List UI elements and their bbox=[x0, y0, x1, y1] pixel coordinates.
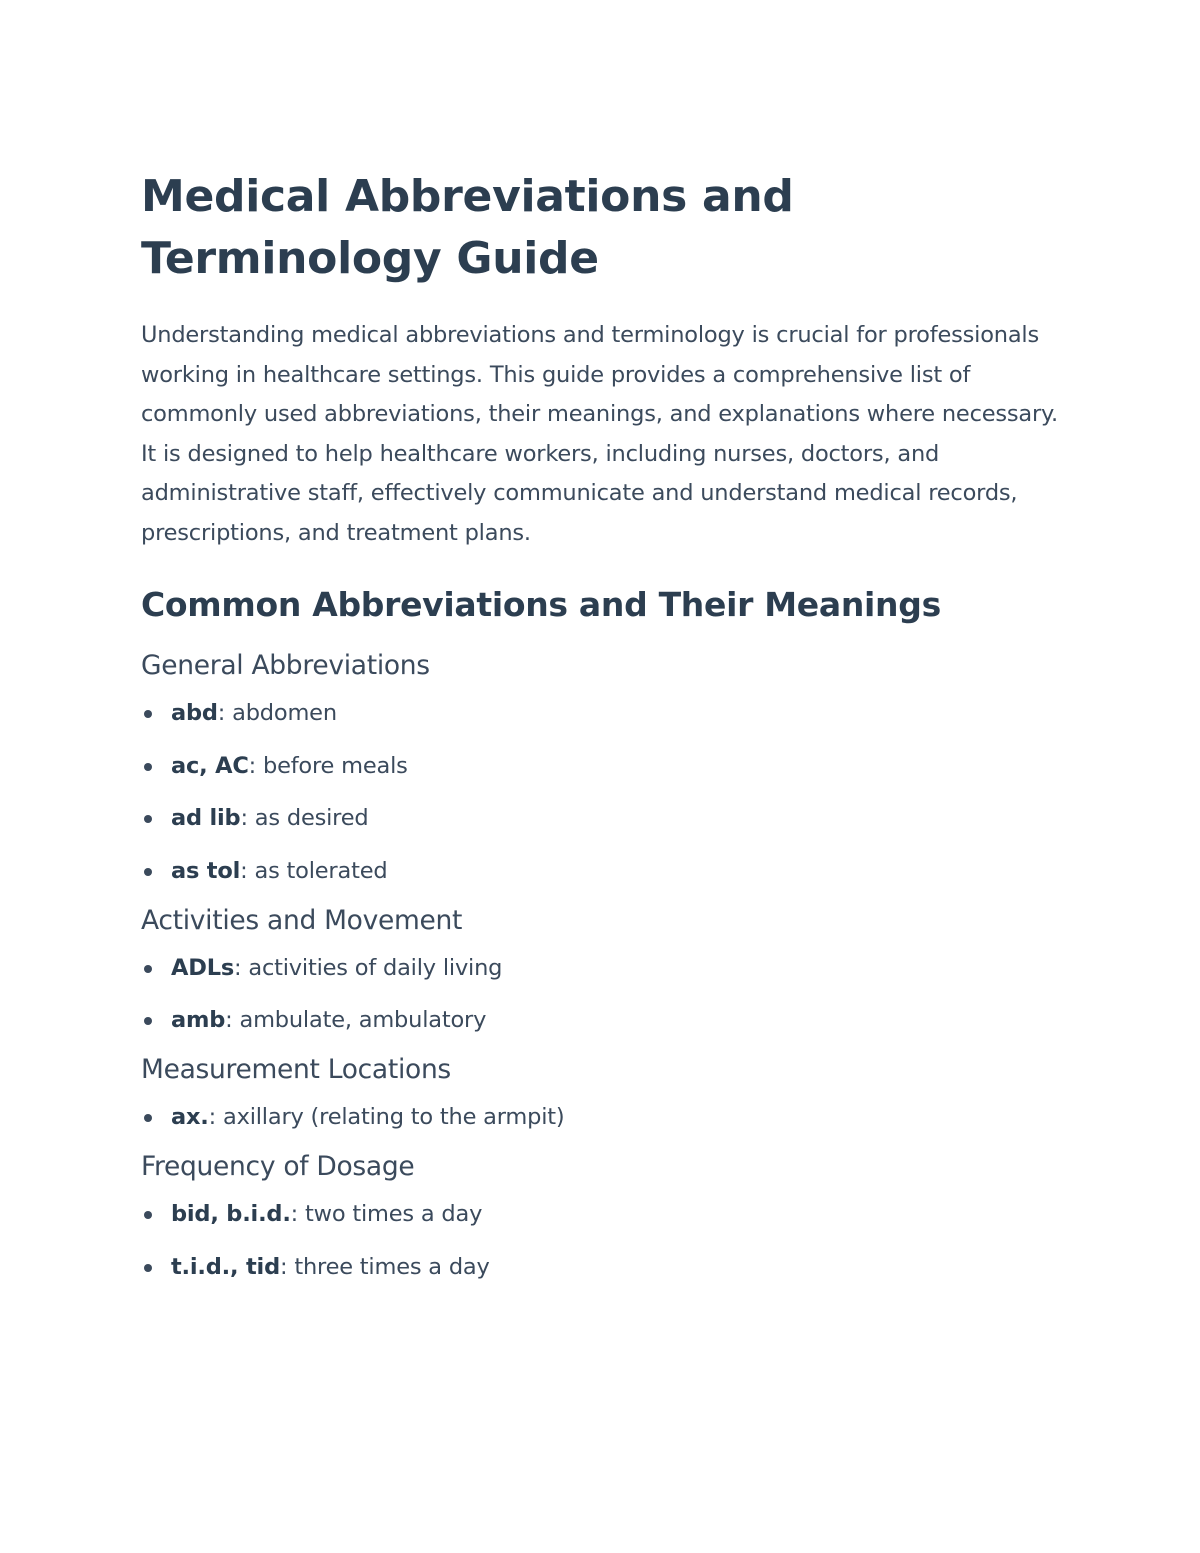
abbreviation-term: as tol bbox=[171, 857, 241, 884]
abbreviation-meaning: ambulate, ambulatory bbox=[232, 1007, 487, 1033]
abbreviation-term: ad lib bbox=[171, 805, 241, 831]
abbreviation-meaning: as desired bbox=[247, 805, 369, 831]
bullet-icon bbox=[144, 1211, 152, 1219]
subsection-heading: Activities and Movement bbox=[141, 904, 463, 936]
intro-paragraph: Understanding medical abbreviations and terminology is crucial for professionals working in healthcare settings. This guide provides a comprehensive list of commonly used abbreviations, their meanings, and explanations where necessary. It is designed to help healthcare workers, including nurses, doctors, and administrative staff, effectively communicate and understand medical records, prescriptions, and treatment plans. bbox=[141, 322, 1058, 546]
bullet-icon bbox=[144, 763, 152, 771]
list-item bbox=[141, 855, 1060, 887]
bullet-icon bbox=[144, 1017, 152, 1025]
list-item bbox=[141, 1251, 1060, 1283]
term-separator: : bbox=[225, 1007, 233, 1033]
abbreviation-list bbox=[141, 952, 1060, 1037]
bullet-icon bbox=[144, 965, 152, 973]
abbreviation-term: t.i.d., tid bbox=[171, 1253, 280, 1280]
subsection-activities bbox=[141, 902, 1060, 1037]
bullet-icon bbox=[144, 710, 152, 718]
subsection-general bbox=[141, 647, 1060, 887]
term-separator: : bbox=[240, 857, 248, 884]
subsection-heading: General Abbreviations bbox=[141, 650, 430, 681]
abbreviation-list bbox=[141, 1198, 1060, 1283]
list-item bbox=[141, 1101, 1060, 1133]
bullet-icon bbox=[144, 1264, 152, 1272]
bullet-icon bbox=[144, 815, 152, 823]
term-separator: : bbox=[240, 805, 248, 831]
bullet-icon bbox=[144, 868, 152, 876]
abbreviation-term: ac, AC bbox=[171, 752, 249, 779]
term-separator: : bbox=[208, 1104, 217, 1130]
term-separator: : bbox=[290, 1201, 299, 1227]
term-separator: : bbox=[234, 954, 242, 981]
subsection-heading: Measurement Locations bbox=[141, 1054, 451, 1085]
list-item bbox=[141, 802, 1060, 834]
term-separator: : bbox=[217, 700, 226, 726]
abbreviation-list bbox=[141, 697, 1060, 887]
document-title: Medical Abbreviations and Terminology Guide bbox=[141, 171, 794, 284]
abbreviation-meaning: before meals bbox=[256, 752, 408, 779]
abbreviation-meaning: three times a day bbox=[287, 1253, 490, 1280]
abbreviation-term: ADLs bbox=[171, 954, 235, 981]
abbreviation-term: bid, b.i.d. bbox=[171, 1201, 291, 1227]
subsection-frequency bbox=[141, 1148, 1060, 1283]
term-separator: : bbox=[279, 1253, 288, 1280]
abbreviation-meaning: axillary (relating to the armpit) bbox=[216, 1104, 565, 1130]
abbreviation-meaning: two times a day bbox=[298, 1201, 483, 1227]
abbreviation-term: abd bbox=[171, 700, 218, 726]
subsection-measurement bbox=[141, 1051, 1060, 1133]
abbreviation-meaning: abdomen bbox=[225, 700, 337, 726]
list-item bbox=[141, 1004, 1060, 1036]
section-heading: Common Abbreviations and Their Meanings bbox=[141, 585, 941, 624]
list-item bbox=[141, 750, 1060, 782]
abbreviation-meaning: as tolerated bbox=[247, 857, 388, 884]
list-item bbox=[141, 697, 1060, 729]
abbreviation-list bbox=[141, 1101, 1060, 1133]
bullet-icon bbox=[144, 1114, 152, 1122]
list-item bbox=[141, 952, 1060, 984]
subsection-heading: Frequency of Dosage bbox=[141, 1151, 415, 1182]
list-item bbox=[141, 1198, 1060, 1230]
abbreviation-term: amb bbox=[171, 1007, 226, 1033]
abbreviation-meaning: activities of daily living bbox=[241, 954, 503, 981]
abbreviation-term: ax. bbox=[171, 1104, 209, 1130]
term-separator: : bbox=[248, 752, 257, 779]
